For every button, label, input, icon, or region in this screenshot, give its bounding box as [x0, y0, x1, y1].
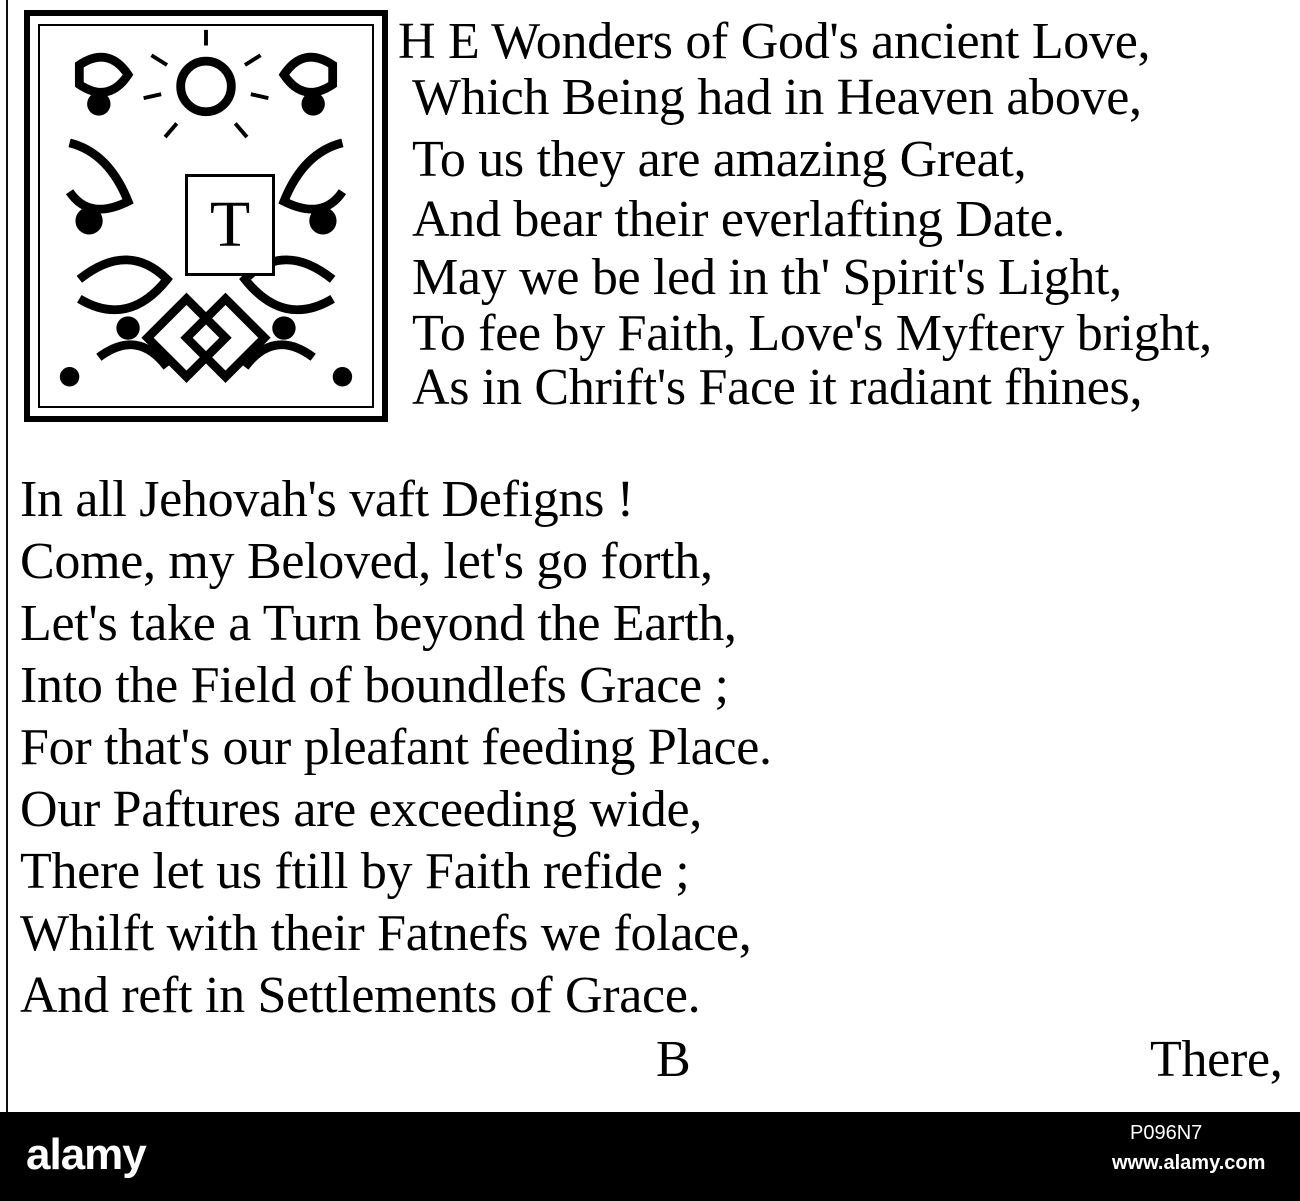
verse-line-7: As in Chrift's Face it radiant fhines,	[412, 359, 1143, 416]
verse-line-11: Into the Field of boundlefs Grace ;	[20, 657, 729, 714]
watermark-banner	[0, 1112, 1300, 1201]
initial-letter: T	[185, 174, 275, 276]
verse-line-13: Our Paftures are exceeding wide,	[20, 781, 702, 838]
page-edge-rule	[6, 0, 8, 1112]
verse-line-2: Which Being had in Heaven above,	[412, 69, 1142, 126]
stock-id: P096N7	[1130, 1122, 1203, 1144]
verse-line-14: There let us ftill by Faith refide ;	[20, 843, 690, 900]
verse-line-6: To fee by Faith, Love's Myftery bright,	[412, 305, 1212, 362]
decorated-initial	[24, 10, 388, 422]
verse-line-3: To us they are amazing Great,	[412, 131, 1027, 188]
verse-line-12: For that's our pleafant feeding Place.	[20, 719, 772, 776]
verse-line-9: Come, my Beloved, let's go forth,	[20, 533, 713, 590]
verse-line-1: H E Wonders of God's ancient Love,	[398, 13, 1151, 70]
catchword: There,	[1150, 1031, 1283, 1088]
verse-line-15: Whilft with their Fatnefs we folace,	[20, 905, 752, 962]
verse-line-8: In all Jehovah's vaft Defigns !	[20, 471, 634, 528]
verse-line-5: May we be led in th' Spirit's Light,	[412, 249, 1122, 306]
initial-ornament	[38, 24, 374, 408]
verse-line-16: And reft in Settlements of Grace.	[20, 967, 701, 1024]
signature-mark: B	[656, 1031, 691, 1088]
alamy-logo: alamy	[26, 1130, 146, 1179]
verse-line-4: And bear their everlafting Date.	[412, 191, 1066, 248]
verse-line-10: Let's take a Turn beyond the Earth,	[20, 595, 737, 652]
site-url: www.alamy.com	[1112, 1152, 1266, 1174]
